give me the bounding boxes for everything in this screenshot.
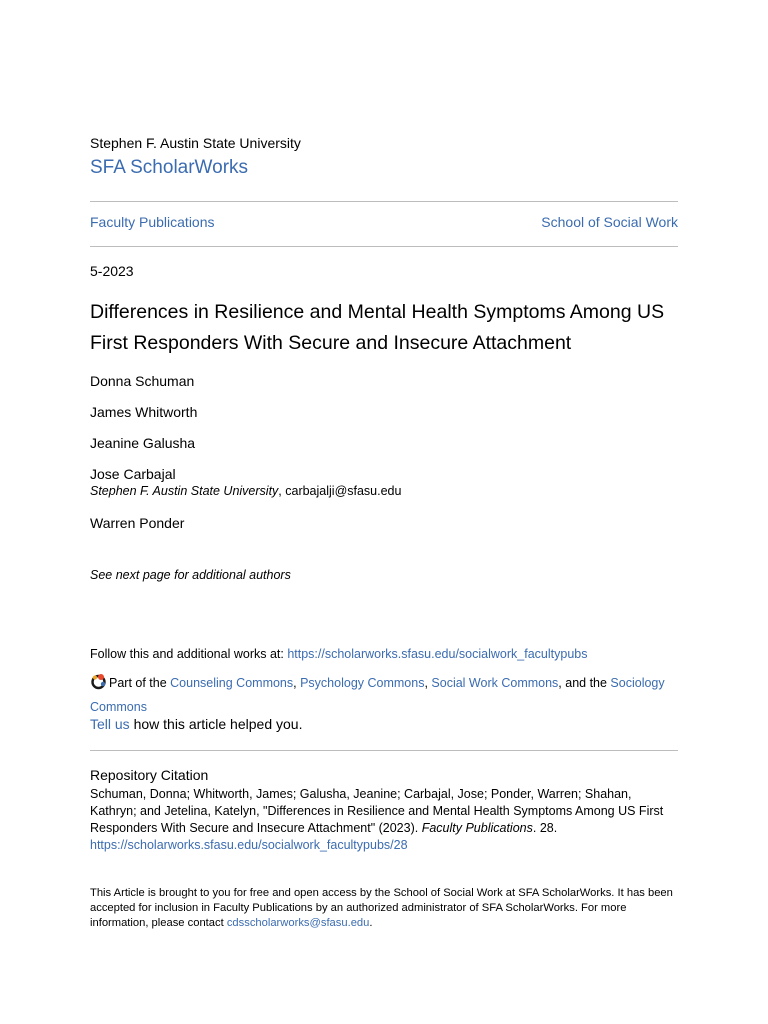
citation-journal: Faculty Publications — [421, 821, 533, 835]
contact-email-link[interactable]: cdsscholarworks@sfasu.edu — [226, 917, 370, 929]
footer-end: . — [369, 917, 373, 929]
counseling-commons-link[interactable]: Counseling Commons — [170, 676, 294, 690]
part-of-sep: , and the — [558, 676, 611, 690]
citation-text-block — [90, 786, 678, 854]
publication-date: 5-2023 — [90, 263, 134, 279]
sociology-commons-link[interactable]: Sociology Commons — [90, 676, 665, 714]
access-footer — [90, 886, 678, 931]
follow-line — [90, 647, 678, 661]
citation-divider — [90, 750, 678, 751]
author-name: Jose Carbajal — [90, 466, 176, 482]
top-divider — [90, 201, 678, 202]
author-name: James Whitworth — [90, 404, 198, 420]
tell-us-link[interactable]: Tell us — [90, 716, 130, 732]
citation-text: Schuman, Donna; Whitworth, James; Galusha, Jeanine; Carbajal, Jose; Ponder, Warren; Shahan, Kathryn; and Jetelina, Katelyn, "Differences in Resilience and Mental Health Symptoms Among US First Responders With Secure and Insecure Attachment" (2023). — [90, 787, 664, 835]
site-name-link[interactable]: SFA ScholarWorks — [90, 157, 249, 178]
collection-url-link[interactable]: https://scholarworks.sfasu.edu/socialwork_facultypubs — [287, 647, 588, 661]
part-of-commons — [90, 673, 678, 718]
author-name: Jeanine Galusha — [90, 435, 196, 451]
citation-heading: Repository Citation — [90, 767, 209, 783]
part-of-prefix: Part of the — [109, 676, 171, 690]
collection-nav — [90, 214, 678, 230]
psychology-commons-link[interactable]: Psychology Commons — [300, 676, 425, 690]
affiliation-institution: Stephen F. Austin State University — [90, 484, 279, 498]
citation-url-link[interactable]: https://scholarworks.sfasu.edu/socialwork_facultypubs/28 — [90, 838, 408, 852]
school-of-social-work-link[interactable]: School of Social Work — [541, 214, 678, 230]
citation-number: . 28. — [532, 821, 558, 835]
author-affiliation — [90, 484, 401, 498]
commons-network-icon — [90, 673, 107, 697]
tell-us-line — [90, 716, 302, 732]
tell-us-text: how this article helped you. — [129, 716, 303, 732]
author-name: Donna Schuman — [90, 373, 195, 389]
additional-authors-note: See next page for additional authors — [90, 568, 291, 582]
nav-divider — [90, 246, 678, 247]
part-of-sep: , — [424, 676, 432, 690]
article-title: Differences in Resilience and Mental Health Symptoms Among US First Responders With Secure and Insecure Attachment — [90, 301, 665, 354]
faculty-publications-link[interactable]: Faculty Publications — [90, 214, 215, 230]
footer-text: This Article is brought to you for free and open access by the School of Social Work at SFA ScholarWorks. It has been accepted for inclusion in Faculty Publications by an authorized administrator of SFA ScholarWorks. For more information, please contact — [90, 887, 673, 929]
follow-text: Follow this and additional works at: — [90, 647, 288, 661]
part-of-sep: , — [293, 676, 301, 690]
social-work-commons-link[interactable]: Social Work Commons — [431, 676, 559, 690]
institution-name: Stephen F. Austin State University — [90, 135, 301, 151]
affiliation-email: , carbajalji@sfasu.edu — [278, 484, 402, 498]
author-name: Warren Ponder — [90, 515, 185, 531]
